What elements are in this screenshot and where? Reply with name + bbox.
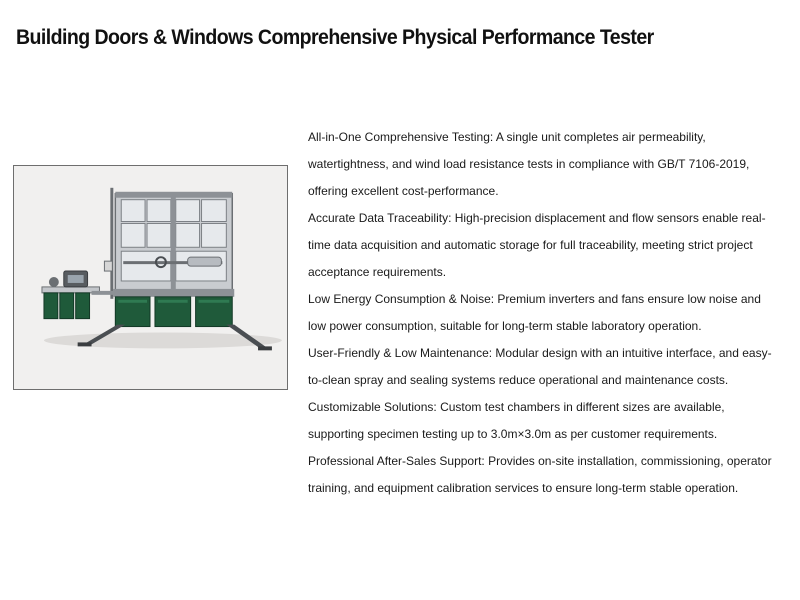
page-title: Building Doors & Windows Comprehensive Physical Performance Tester — [16, 26, 654, 49]
tester-machine-illustration — [14, 166, 287, 389]
feature-item: Low Energy Consumption & Noise: Premium inverters and fans ensure low noise and low power consumption, suitable for long-term stable laboratory operation. — [308, 292, 761, 333]
product-photo — [13, 165, 288, 390]
feature-item: Professional After-Sales Support: Provides on-site installation, commissioning, operator training, and equipment calibration services to ensure long-term stable operation. — [308, 454, 772, 495]
feature-item: All-in-One Comprehensive Testing: A single unit completes air permeability, watertightness, and wind load resistance tests in compliance with GB/T 7106-2019, offering excellent cost-performance. — [308, 130, 750, 198]
feature-item: User-Friendly & Low Maintenance: Modular design with an intuitive interface, and easy-to-clean spray and sealing systems reduce operational and maintenance costs. — [308, 346, 772, 387]
feature-item: Customizable Solutions: Custom test chambers in different sizes are available, supporting specimen testing up to 3.0m×3.0m as per customer requirements. — [308, 400, 725, 441]
feature-item: Accurate Data Traceability: High-precision displacement and flow sensors enable real-time data acquisition and automatic storage for full traceability, meeting strict project acceptance requirements. — [308, 211, 766, 279]
feature-list — [308, 124, 778, 502]
